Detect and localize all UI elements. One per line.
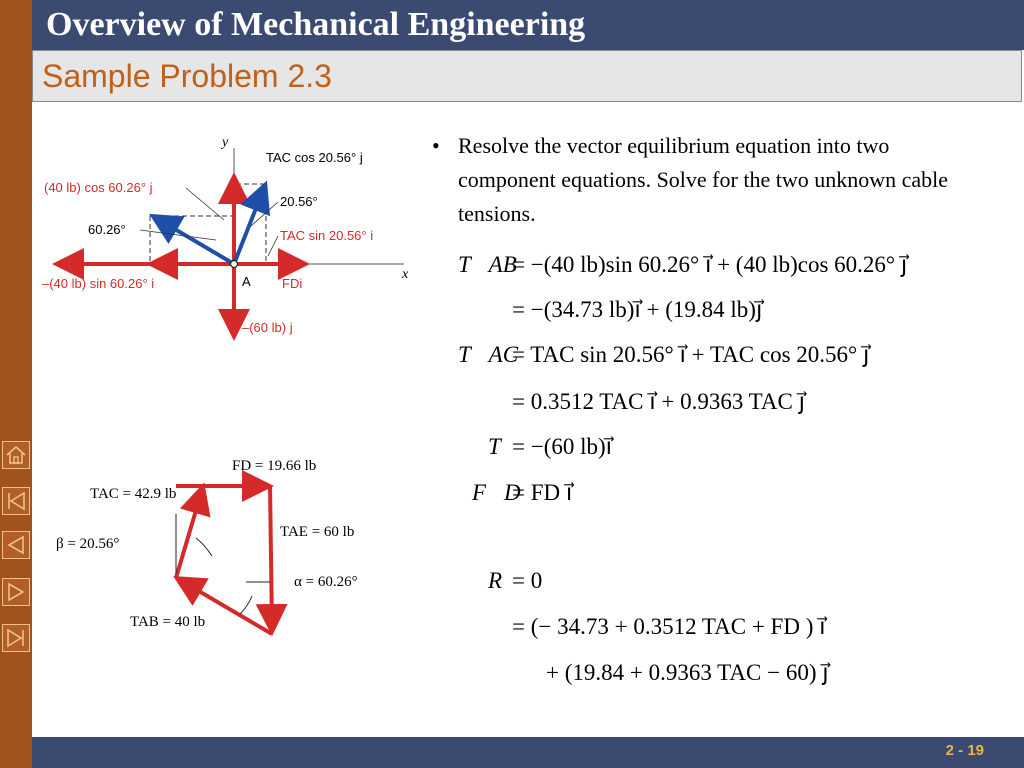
equation-lhs: T⃗ [488, 434, 519, 459]
angle-60-label: 60.26° [88, 222, 126, 237]
first-slide-icon [3, 488, 29, 514]
previous-slide-icon [3, 532, 29, 558]
next-slide-icon [3, 579, 29, 605]
first-slide-button[interactable] [2, 487, 30, 515]
tab-triangle-label: TAB = 40 lb [130, 614, 206, 630]
angle-20-label: 20.56° [280, 194, 318, 209]
tac-vector [234, 188, 264, 264]
tac-triangle-label: TAC = 42.9 lb [90, 486, 177, 502]
equation-rhs: = (− 34.73 + 0.3512 TAC + FD ) i⃗ [512, 614, 826, 639]
point-a [231, 261, 238, 268]
equation-rhs: = TAC sin 20.56° i⃗ + TAC cos 20.56° j⃗ [512, 342, 870, 367]
next-slide-button[interactable] [2, 578, 30, 606]
equation-rhs: = −(40 lb)sin 60.26° i⃗ + (40 lb)cos 60.26° j⃗ [512, 252, 908, 277]
tac-sin-label: TAC sin 20.56° i [280, 228, 374, 243]
fd-triangle-label: FD = 19.66 lb [232, 458, 317, 474]
tae-side [270, 486, 272, 628]
bullet-symbol: • [432, 133, 440, 158]
beta-label: β = 20.56° [56, 536, 120, 552]
equation-rhs: + (19.84 + 0.9363 TAC − 60) j⃗ [546, 660, 829, 685]
equation-lhs: T⃗AB [458, 252, 517, 277]
tac-cos-label: TAC cos 20.56° j [266, 150, 363, 165]
previous-slide-button[interactable] [2, 531, 30, 559]
weight-label: –(60 lb) j [242, 320, 293, 335]
slide-title: Overview of Mechanical Engineering [46, 6, 586, 43]
free-body-diagram [36, 128, 426, 350]
equation-rhs: = −(60 lb)i⃗ [512, 434, 613, 459]
equation-lhs: T⃗AC [458, 342, 519, 367]
tae-triangle-label: TAE = 60 lb [280, 524, 355, 540]
last-slide-button[interactable] [2, 624, 30, 652]
page-number: 2 - 19 [945, 742, 984, 759]
alpha-label: α = 60.26° [294, 574, 358, 590]
force-triangle-diagram [36, 448, 426, 648]
bullet-text: Resolve the vector equilibrium equation into two component equations. Solve for the two unknown cable tensions. [458, 133, 949, 226]
equation-rhs: = 0 [512, 568, 543, 593]
point-a-label: A [242, 274, 251, 289]
footer-bar [32, 737, 1024, 768]
slide-subtitle: Sample Problem 2.3 [42, 58, 332, 94]
fd-label: FDi [282, 276, 303, 291]
last-slide-icon [3, 625, 29, 651]
home-button[interactable] [2, 441, 30, 469]
x-axis-label: x [402, 267, 409, 282]
equation-lhs: R⃗ [488, 568, 520, 593]
equation-rhs: = 0.3512 TAC i⃗ + 0.9363 TAC j⃗ [512, 389, 805, 414]
tab-sin-label: –(40 lb) sin 60.26° i [42, 276, 155, 291]
equation-rhs: = FD i⃗ [512, 480, 573, 505]
equation-lhs: F⃗D [472, 480, 521, 505]
equation-rhs: = −(34.73 lb)i⃗ + (19.84 lb)j⃗ [512, 297, 763, 322]
tab-cos-label: (40 lb) cos 60.26° j [44, 180, 153, 195]
tab-vector [156, 218, 234, 264]
y-axis-label: y [222, 135, 229, 150]
home-icon [3, 442, 29, 468]
tac-side [176, 490, 202, 578]
